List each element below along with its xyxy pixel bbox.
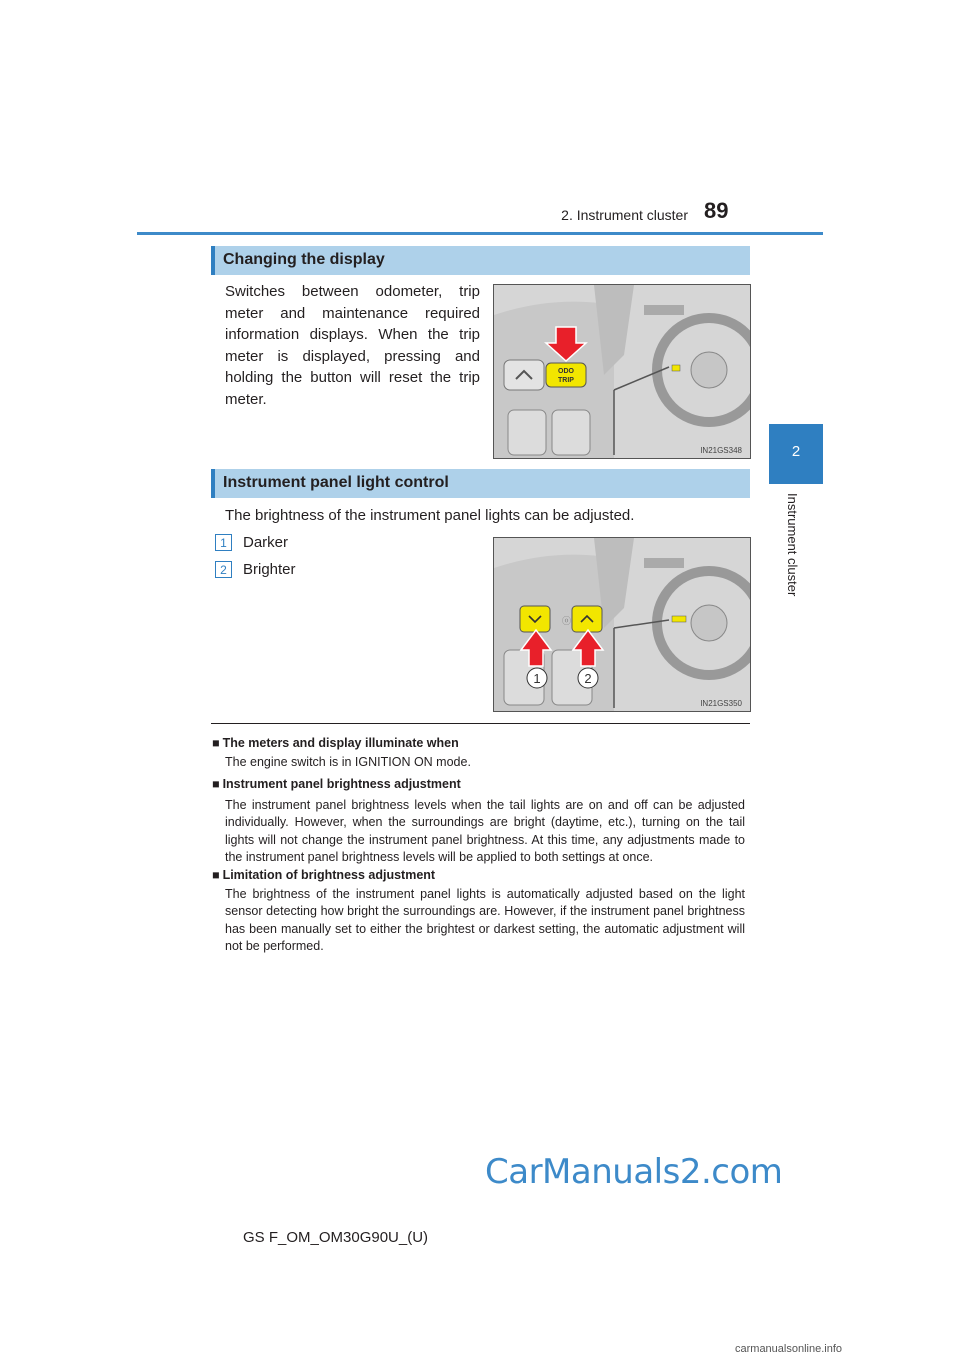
item-number-badge: 1 xyxy=(215,534,232,551)
note-text: The brightness of the instrument panel lights is automatically adjusted based on the light sensor detecting how bright the surroundings are. However, if the instrument panel brightness has been manually set to either the brightest or darkest setting, the automatic adjustment will not be performed. xyxy=(225,887,745,954)
figure-code: IN21GS348 xyxy=(700,446,742,455)
section-heading-light-control xyxy=(211,469,750,498)
square-bullet-icon: ■ xyxy=(212,777,220,791)
section2-paragraph: The brightness of the instrument panel lights can be adjusted. xyxy=(225,507,635,524)
note-heading: ■ Instrument panel brightness adjustment xyxy=(212,777,461,791)
note-text: The instrument panel brightness levels when the tail lights are on and off can be adjusted individually. However, when the surroundings are bright (daytime, etc.), turning on the tail lights will not change the instrument panel brightness. At this time, any adjustments made to the instrument panel brightness levels will be applied to both settings at once. xyxy=(225,798,745,865)
callout-2: 2 xyxy=(584,671,592,686)
document-code: GS F_OM_OM30G90U_(U) xyxy=(243,1229,429,1246)
watermark-logo: CarManuals2.com xyxy=(485,1152,783,1192)
svg-text:ⓞ: ⓞ xyxy=(562,617,572,627)
note-text: The engine switch is in IGNITION ON mode. xyxy=(225,755,471,769)
brightness-illustration xyxy=(494,538,750,711)
heading-accent-bar xyxy=(211,246,215,275)
item-darker: Darker xyxy=(243,534,289,551)
note-heading: ■ Limitation of brightness adjustment xyxy=(212,868,436,882)
item-brighter: Brighter xyxy=(243,561,296,578)
item-number-badge: 2 xyxy=(215,561,232,578)
trip-label: TRIP xyxy=(558,377,574,384)
callout-1: 1 xyxy=(533,671,541,686)
notes-divider xyxy=(211,723,750,724)
odo-trip-illustration xyxy=(494,285,750,458)
chapter-side-label: Instrument cluster xyxy=(785,493,800,597)
note-heading: ■ The meters and display illuminate when xyxy=(212,736,459,750)
square-bullet-icon: ■ xyxy=(212,736,220,750)
square-bullet-icon: ■ xyxy=(212,868,220,882)
section-heading-text: Instrument panel light control xyxy=(223,474,449,491)
watermark-small: carmanualsonline.info xyxy=(735,1343,843,1355)
chapter-title: 2. Instrument cluster xyxy=(561,207,688,223)
brightness-figure xyxy=(493,537,751,712)
odo-label: ODO xyxy=(558,368,574,375)
heading-accent-bar xyxy=(211,469,215,498)
section1-paragraph: Switches between odometer, trip meter and maintenance required information displays. When the trip meter is displayed, pressing and holding the button will reset the trip meter. xyxy=(225,283,480,408)
section-heading-text: Changing the display xyxy=(223,251,385,268)
page-number: 89 xyxy=(704,198,729,223)
chapter-tab[interactable]: 2 xyxy=(769,424,823,484)
odo-trip-figure xyxy=(493,284,751,459)
section-heading-changing-display xyxy=(211,246,750,275)
header-rule xyxy=(137,232,823,235)
figure-code: IN21GS350 xyxy=(700,699,742,708)
